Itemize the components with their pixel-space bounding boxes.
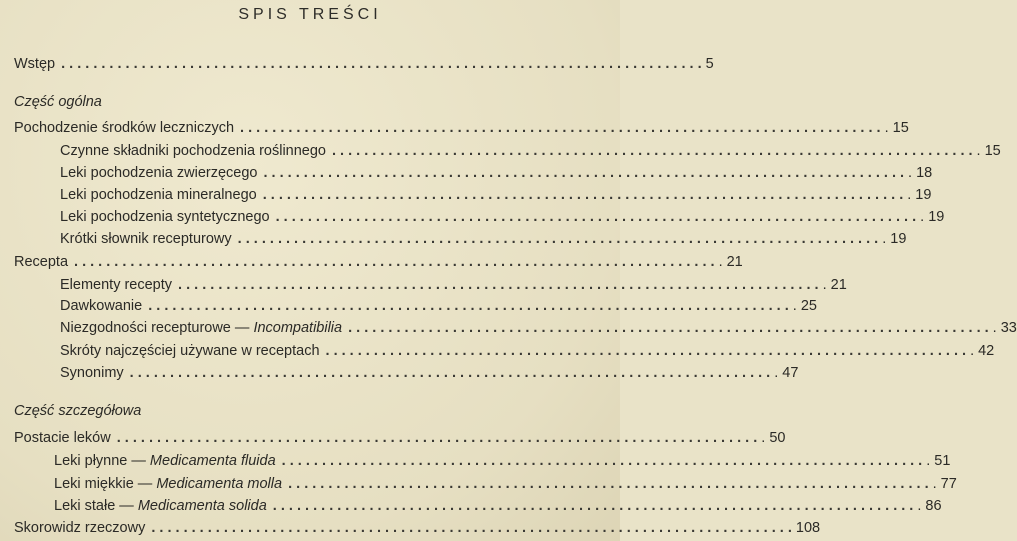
toc-entry-title: Leki miękkie — bbox=[54, 476, 157, 492]
toc-page-number: . 19 bbox=[920, 209, 945, 225]
toc-entry-label bbox=[60, 298, 148, 314]
toc-entry-label bbox=[54, 498, 273, 514]
toc-entry[interactable] bbox=[60, 143, 1001, 163]
toc-entry-label bbox=[60, 277, 178, 293]
toc-entry-title: Krótki słownik recepturowy bbox=[60, 231, 232, 247]
toc-dot-leader: . . . . . . . . . . . . . . . . . . . . . . . . . . . . . . . . . . . . . . . . . . . . . . . . . . . . . . . . . . . . . . . . . . . . . . . . . . . . . . . . bbox=[332, 143, 973, 159]
toc-entry-title: Postacie leków bbox=[14, 430, 111, 446]
toc-dot-leader: . . . . . . . . . . . . . . . . . . . . . . . . . . . . . . . . . . . . . . . . . . . . . . . . . . . . . . . . . . . . . . . . . . . . . . . . . . . . . . . . bbox=[275, 209, 917, 225]
toc-page-number: . 21 bbox=[718, 254, 743, 270]
toc-entry-title: Skróty najczęściej używane w receptach bbox=[60, 343, 320, 359]
toc-entry[interactable] bbox=[60, 277, 847, 297]
toc-entry[interactable] bbox=[60, 187, 932, 207]
toc-dot-leader: . . . . . . . . . . . . . . . . . . . . . . . . . . . . . . . . . . . . . . . . . . . . . . . . . . . . . . . . . . . . . . . . . . . . . . . . . . . . . . . . bbox=[61, 56, 702, 72]
toc-dot-leader: . . . . . . . . . . . . . . . . . . . . . . . . . . . . . . . . . . . . . . . . . . . . . . . . . . . . . . . . . . . . . . . . . . . . . . . . . . . . . . . . bbox=[148, 298, 789, 314]
toc-entry-title: Pochodzenie środków leczniczych bbox=[14, 120, 235, 136]
toc-entry-title: Leki pochodzenia mineralnego bbox=[60, 187, 257, 203]
toc-entry-label bbox=[60, 365, 130, 381]
toc-entry[interactable] bbox=[60, 320, 1017, 340]
toc-entry-label bbox=[60, 320, 348, 336]
toc-entry-label bbox=[14, 430, 117, 446]
toc-entry-title: Dawkowanie bbox=[60, 298, 143, 314]
toc-entry-title: Skorowidz rzeczowy bbox=[14, 520, 146, 536]
toc-entry-label bbox=[60, 187, 263, 203]
toc-entry-title: Leki pochodzenia zwierzęcego bbox=[60, 165, 258, 181]
toc-entry[interactable] bbox=[54, 476, 957, 496]
toc-page-number: . 33 bbox=[992, 320, 1017, 336]
toc-page-number: . 42 bbox=[970, 343, 995, 359]
toc-entry[interactable] bbox=[60, 209, 945, 229]
toc-page-number: . 86 bbox=[917, 498, 942, 514]
toc-entry-label bbox=[14, 520, 151, 536]
toc-dot-leader: . . . . . . . . . . . . . . . . . . . . . . . . . . . . . . . . . . . . . . . . . . . . . . . . . . . . . . . . . . . . . . . . . . . . . . . . . . . . . . . . bbox=[288, 476, 929, 492]
toc-entry-label bbox=[60, 231, 238, 247]
toc-entry-label bbox=[60, 165, 264, 181]
toc-section-heading: Część szczegółowa bbox=[14, 403, 142, 419]
toc-entry[interactable] bbox=[60, 165, 933, 185]
toc-entry-label bbox=[14, 120, 240, 136]
toc-entry[interactable] bbox=[60, 365, 799, 385]
toc-page-number: . 15 bbox=[976, 143, 1001, 159]
page-title: SPIS TREŚCI bbox=[238, 6, 382, 23]
toc-entry-label bbox=[54, 453, 282, 469]
toc-entry-label bbox=[60, 143, 332, 159]
toc-page-number: . 50 bbox=[761, 430, 786, 446]
toc-page-number: . 19 bbox=[882, 231, 907, 247]
toc-dot-leader: . . . . . . . . . . . . . . . . . . . . . . . . . . . . . . . . . . . . . . . . . . . . . . . . . . . . . . . . . . . . . . . . . . . . . . . . . . . . . . . . bbox=[262, 187, 904, 203]
toc-entry[interactable] bbox=[14, 254, 743, 274]
toc-dot-leader: . . . . . . . . . . . . . . . . . . . . . . . . . . . . . . . . . . . . . . . . . . . . . . . . . . . . . . . . . . . . . . . . . . . . . . . . . . . . . . . . bbox=[178, 277, 819, 293]
toc-entry-title: Niezgodności recepturowe — bbox=[60, 320, 254, 336]
toc-dot-leader: . . . . . . . . . . . . . . . . . . . . . . . . . . . . . . . . . . . . . . . . . . . . . . . . . . . . . . . . . . . . . . . . . . . . . . . . . . . . . . . . bbox=[151, 520, 792, 536]
toc-entry-title: Czynne składniki pochodzenia roślinnego bbox=[60, 143, 326, 159]
toc-page-number: . 51 bbox=[926, 453, 951, 469]
toc-dot-leader: . . . . . . . . . . . . . . . . . . . . . . . . . . . . . . . . . . . . . . . . . . . . . . . . . . . . . . . . . . . . . . . . . . . . . . . . . . . . . . . . bbox=[272, 498, 914, 514]
toc-entry-title: Wstęp bbox=[14, 56, 56, 72]
toc-page-number: . 47 bbox=[774, 365, 799, 381]
toc-entry-title: Leki stałe — bbox=[54, 498, 138, 514]
toc-dot-leader: . . . . . . . . . . . . . . . . . . . . . . . . . . . . . . . . . . . . . . . . . . . . . . . . . . . . . . . . . . . . . . . . . . . . . . . . . . . . . . . . bbox=[240, 120, 881, 136]
toc-page-number: . 18 bbox=[908, 165, 933, 181]
toc-entry-latin-title: Medicamenta fluida bbox=[149, 453, 276, 469]
toc-entry[interactable] bbox=[14, 120, 909, 140]
toc-entry-label bbox=[60, 209, 276, 225]
toc-entry[interactable] bbox=[14, 430, 786, 450]
toc-page-number: . 25 bbox=[792, 298, 817, 314]
toc-dot-leader: . . . . . . . . . . . . . . . . . . . . . . . . . . . . . . . . . . . . . . . . . . . . . . . . . . . . . . . . . . . . . . . . . . . . . . . . . . . . . . . . bbox=[263, 165, 905, 181]
toc-entry[interactable] bbox=[54, 453, 951, 473]
toc-entry-title: Recepta bbox=[14, 254, 69, 270]
toc-entry-label bbox=[54, 476, 288, 492]
toc-dot-leader: . . . . . . . . . . . . . . . . . . . . . . . . . . . . . . . . . . . . . . . . . . . . . . . . . . . . . . . . . . . . . . . . . . . . . . . . . . . . . . . . bbox=[116, 430, 758, 446]
toc-dot-leader: . . . . . . . . . . . . . . . . . . . . . . . . . . . . . . . . . . . . . . . . . . . . . . . . . . . . . . . . . . . . . . . . . . . . . . . . . . . . . . . . bbox=[74, 254, 715, 270]
toc-page-number: . 77 bbox=[932, 476, 957, 492]
toc-entry-title: Leki płynne — bbox=[54, 453, 150, 469]
toc-entry[interactable] bbox=[60, 231, 907, 251]
toc-dot-leader: . . . . . . . . . . . . . . . . . . . . . . . . . . . . . . . . . . . . . . . . . . . . . . . . . . . . . . . . . . . . . . . . . . . . . . . . . . . . . . . . bbox=[129, 365, 771, 381]
toc-dot-leader: . . . . . . . . . . . . . . . . . . . . . . . . . . . . . . . . . . . . . . . . . . . . . . . . . . . . . . . . . . . . . . . . . . . . . . . . . . . . . . . . bbox=[325, 343, 967, 359]
toc-entry-label bbox=[60, 343, 326, 359]
toc-entry[interactable] bbox=[60, 343, 995, 363]
toc-entry-label bbox=[14, 254, 74, 270]
toc-entry[interactable] bbox=[14, 56, 714, 76]
toc-page-number: . 21 bbox=[822, 277, 847, 293]
toc-dot-leader: . . . . . . . . . . . . . . . . . . . . . . . . . . . . . . . . . . . . . . . . . . . . . . . . . . . . . . . . . . . . . . . . . . . . . . . . . . . . . . . . bbox=[348, 320, 989, 336]
toc-entry-latin-title: Incompatibilia bbox=[253, 320, 343, 336]
toc-entry-title: Synonimy bbox=[60, 365, 124, 381]
toc-entry-latin-title: Medicamenta molla bbox=[156, 476, 283, 492]
toc-page-number: . 19 bbox=[907, 187, 932, 203]
toc-entry-latin-title: Medicamenta solida bbox=[137, 498, 267, 514]
toc-dot-leader: . . . . . . . . . . . . . . . . . . . . . . . . . . . . . . . . . . . . . . . . . . . . . . . . . . . . . . . . . . . . . . . . . . . . . . . . . . . . . . . . bbox=[281, 453, 923, 469]
toc-entry[interactable] bbox=[60, 298, 817, 318]
toc-page-number: . 15 bbox=[884, 120, 909, 136]
toc-entry-title: Elementy recepty bbox=[60, 277, 173, 293]
toc-entry-label bbox=[14, 56, 61, 72]
toc-dot-leader: . . . . . . . . . . . . . . . . . . . . . . . . . . . . . . . . . . . . . . . . . . . . . . . . . . . . . . . . . . . . . . . . . . . . . . . . . . . . . . . . bbox=[237, 231, 879, 247]
toc-entry[interactable] bbox=[14, 520, 821, 540]
toc-entry-title: Leki pochodzenia syntetycznego bbox=[60, 209, 270, 225]
toc-page-number: 5 bbox=[705, 56, 714, 72]
toc-page-number: 108 bbox=[795, 520, 821, 536]
toc-section-heading: Część ogólna bbox=[14, 94, 102, 110]
toc-entry[interactable] bbox=[54, 498, 942, 518]
